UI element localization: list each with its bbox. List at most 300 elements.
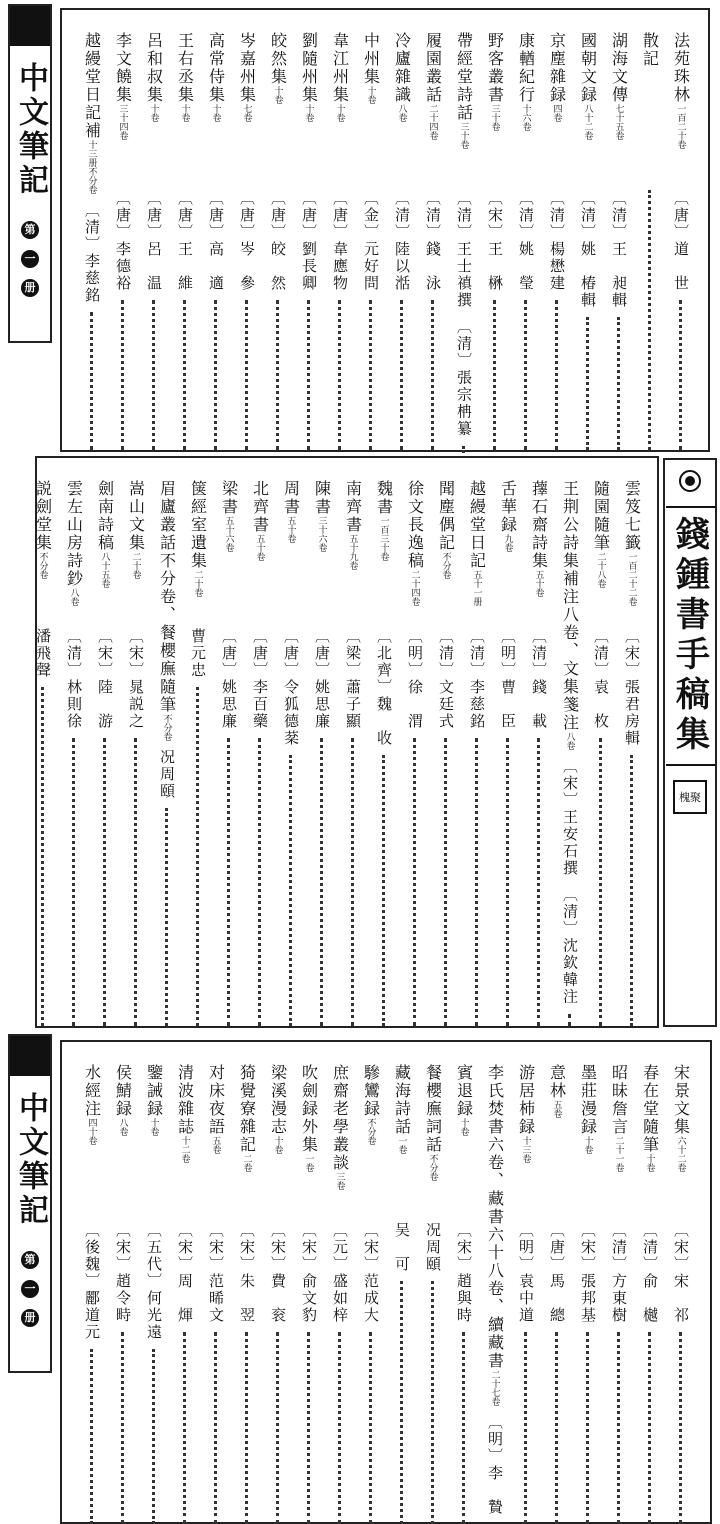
catalog-entry xyxy=(182,480,213,1026)
leader-dots xyxy=(338,1332,341,1524)
volume-count: 五十卷 xyxy=(285,516,296,543)
catalog-entry xyxy=(585,480,616,1026)
entry-title-block xyxy=(115,1064,131,1214)
book-title: 京塵雜録 xyxy=(547,32,567,104)
leader-dots xyxy=(276,300,279,450)
book-title: 雲左山房詩鈔 xyxy=(64,480,84,588)
entry-title-block xyxy=(549,1064,565,1214)
book-title: 南齊書 xyxy=(343,480,363,534)
author: 〔宋〕趙與時 xyxy=(455,1222,473,1324)
page-1 xyxy=(60,8,710,452)
book-title: 湖海文傳 xyxy=(609,32,629,104)
book-title: 庶齋老學叢談 xyxy=(330,1064,350,1172)
leader-dots xyxy=(276,1332,279,1524)
catalog-entry xyxy=(76,1064,107,1524)
entry-title-block xyxy=(146,1064,162,1214)
leader-dots xyxy=(679,300,682,450)
leader-dots xyxy=(462,1332,465,1524)
entry-title-block xyxy=(394,32,410,182)
leader-dots xyxy=(152,1349,155,1524)
catalog-entry xyxy=(324,1064,355,1524)
author: 〔宋〕王安石撰 〔清〕沈欽韓注 xyxy=(561,758,579,1006)
volume-count: 九卷 xyxy=(502,534,513,552)
leader-dots xyxy=(400,1281,403,1524)
leader-dots xyxy=(413,738,416,1026)
collection-title: 錢鍾書手稿集 xyxy=(666,506,715,766)
leader-dots xyxy=(382,755,385,1026)
volume-count: 三十六卷 xyxy=(316,516,327,552)
author: 〔宋〕朱 翌 xyxy=(238,1222,256,1324)
catalog-entry xyxy=(510,1064,541,1524)
book-title: 野客叢書 xyxy=(485,32,505,104)
book-title: 劉隨州集 xyxy=(299,32,319,104)
catalog-entry xyxy=(337,480,368,1026)
book-title: 徐文長逸稿 xyxy=(405,480,425,570)
catalog-entry xyxy=(169,32,200,450)
leader-dots xyxy=(679,1332,682,1524)
leader-dots xyxy=(555,300,558,450)
leader-dots xyxy=(214,300,217,450)
volume-count: 七十五卷 xyxy=(613,104,624,140)
catalog-entry xyxy=(461,480,492,1026)
book-title: 賓退録 xyxy=(454,1064,474,1118)
leader-dots xyxy=(369,300,372,450)
volume-count: 不分卷 xyxy=(427,1154,438,1181)
volume-count: 十二卷 xyxy=(179,1136,190,1163)
volume-count: 五十卷 xyxy=(254,534,265,561)
author: 〔宋〕張邦基 xyxy=(579,1222,597,1324)
author: 〔唐〕呂 温 xyxy=(145,190,163,292)
leader-dots xyxy=(431,1281,434,1524)
book-title: 法苑珠林 xyxy=(671,32,691,104)
catalog-entry xyxy=(355,32,386,450)
volume-count: 十卷 xyxy=(148,104,159,122)
book-title: 雲笈七籤 xyxy=(622,480,642,552)
catalog-entry xyxy=(27,480,58,1026)
entry-title-block xyxy=(345,480,361,620)
book-title: 帶經堂詩話 xyxy=(454,32,474,122)
leader-dots xyxy=(617,1332,620,1524)
volume-count: 十卷 xyxy=(582,1136,593,1154)
entry-title-block xyxy=(301,1064,317,1214)
book-title: 蘀石齋詩集 xyxy=(529,480,549,570)
book-title: 履園叢話 xyxy=(423,32,443,104)
entry-title-block xyxy=(518,32,534,182)
volume-count: 十卷 xyxy=(272,86,283,104)
volume-count: 十六卷 xyxy=(520,104,531,131)
volume-count: 二十一卷 xyxy=(613,1136,624,1172)
book-title: 聞塵偶記 xyxy=(436,480,456,552)
leader-dots xyxy=(586,1332,589,1524)
author: 〔唐〕高 適 xyxy=(207,190,225,292)
volume-count: 五十九卷 xyxy=(347,534,358,570)
entry-title-block xyxy=(239,32,255,182)
entry-list xyxy=(27,480,647,1026)
entry-title-block xyxy=(593,480,609,620)
catalog-entry xyxy=(138,1064,169,1524)
volume-count: 十卷 xyxy=(334,104,345,122)
catalog-entry xyxy=(479,1064,510,1524)
book-title: 意林 xyxy=(547,1064,567,1100)
volume-count: 十卷 xyxy=(210,104,221,122)
author: 〔宋〕趙令畤 xyxy=(114,1222,132,1324)
entry-title-block xyxy=(394,1064,410,1214)
leader-dots xyxy=(524,300,527,450)
volume-count: 二十八卷 xyxy=(595,552,606,588)
book-title: 猗覺寮雜記 xyxy=(237,1064,257,1154)
catalog-entry xyxy=(386,1064,417,1524)
leader-dots xyxy=(165,808,168,1026)
author: 〔元〕盛如梓 xyxy=(331,1222,349,1324)
book-title: 越縵堂日記 xyxy=(467,480,487,570)
catalog-entry xyxy=(510,32,541,450)
volume-count: 一卷 xyxy=(303,1154,314,1172)
catalog-entry xyxy=(324,32,355,450)
author: 〔清〕袁 枚 xyxy=(592,628,610,730)
entry-title-block xyxy=(673,1064,689,1214)
author: 〔唐〕馬 總 xyxy=(548,1222,566,1324)
book-title: 游居杮録 xyxy=(516,1064,536,1136)
entry-title-block xyxy=(239,1064,255,1214)
entry-title-block xyxy=(84,1064,100,1214)
catalog-entry xyxy=(541,1064,572,1524)
label-black-block xyxy=(10,1036,50,1076)
book-title: 高常侍集 xyxy=(206,32,226,104)
volume-count: 一卷 xyxy=(396,1136,407,1154)
catalog-entry xyxy=(213,480,244,1026)
leader-dots xyxy=(121,300,124,450)
volume-count: 八十五卷 xyxy=(99,552,110,588)
catalog-entry xyxy=(107,1064,138,1524)
catalog-entry xyxy=(448,1064,479,1524)
book-title: 中州集 xyxy=(361,32,381,86)
volume-count: 五卷 xyxy=(210,1136,221,1154)
book-title: 冷廬雜識 xyxy=(392,32,412,104)
volume-count: 八十二卷 xyxy=(582,104,593,140)
book-title: 宋景文集 xyxy=(671,1064,691,1136)
author: 〔清〕楊懋建 xyxy=(548,190,566,292)
author: 〔宋〕周 煇 xyxy=(176,1222,194,1324)
catalog-entry xyxy=(200,1064,231,1524)
circle-dot-icon xyxy=(679,470,701,492)
book-title: 散記 xyxy=(640,32,660,68)
leader-dots xyxy=(121,1332,124,1524)
book-title: 陳書 xyxy=(312,480,332,516)
leader-dots xyxy=(431,300,434,450)
entry-title-block xyxy=(270,1064,286,1214)
author: 〔宋〕俞文豹 xyxy=(300,1222,318,1324)
volume-count: 五十一册 xyxy=(471,570,482,606)
author: 〔宋〕范成大 xyxy=(362,1222,380,1324)
leader-dots xyxy=(369,1332,372,1524)
volume-count: 一百三十卷 xyxy=(378,516,389,561)
leader-dots xyxy=(648,1332,651,1524)
author: 〔清〕王 昶輯 xyxy=(610,190,628,309)
leader-dots xyxy=(537,738,540,1026)
entry-title-block xyxy=(642,32,658,182)
entry-title-block xyxy=(283,480,299,620)
volume-number xyxy=(21,1248,39,1330)
volume-count: 五卷 xyxy=(551,1100,562,1118)
volume-count: 十卷 xyxy=(148,1118,159,1136)
entry-title-block xyxy=(146,32,162,182)
book-title: 藏海詩話 xyxy=(392,1064,412,1136)
entry-title-block xyxy=(363,32,379,182)
author: 〔五代〕何光遠 xyxy=(145,1222,163,1341)
volume-count: 七卷 xyxy=(241,104,252,122)
author: 〔唐〕令狐德棻 xyxy=(282,628,300,747)
author: 〔明〕徐 渭 xyxy=(406,628,424,730)
entry-title-block xyxy=(531,480,547,620)
book-title: 王荆公詩集補注八卷、文集箋注 xyxy=(560,480,580,732)
book-title: 李氏焚書六卷、藏書六十八卷、續藏書 xyxy=(485,1064,505,1370)
volume-count: 十卷 xyxy=(644,1154,655,1172)
author: 〔清〕李慈銘 xyxy=(83,202,101,304)
entry-title-block xyxy=(407,480,423,620)
author: 〔唐〕李德裕 xyxy=(114,190,132,292)
book-title: 墨莊漫録 xyxy=(578,1064,598,1136)
entry-title-block xyxy=(252,480,268,620)
book-title: 眉廬叢話不分卷、餐櫻廡隨筆 xyxy=(157,480,177,714)
leader-dots xyxy=(555,1332,558,1524)
book-title: 劍南詩稿 xyxy=(95,480,115,552)
author: 潘飛聲 xyxy=(34,628,52,679)
leader-dots xyxy=(258,738,261,1026)
volume-count: 二十四卷 xyxy=(427,104,438,140)
volume-count: 八卷 xyxy=(564,732,575,750)
volume-count: 十三卷 xyxy=(520,1136,531,1163)
entry-title-block xyxy=(487,32,503,182)
leader-dots xyxy=(444,738,447,1026)
author: 〔清〕錢 泳 xyxy=(424,190,442,292)
author: 〔清〕錢 載 xyxy=(530,628,548,730)
book-title: 國朝文録 xyxy=(578,32,598,104)
catalog-entry xyxy=(417,32,448,450)
volume-count: 五十卷 xyxy=(533,570,544,597)
book-title: 清波雜誌 xyxy=(175,1064,195,1136)
book-title: 鑒誡録 xyxy=(144,1064,164,1118)
entry-title-block xyxy=(425,1064,441,1214)
entry-title-block xyxy=(642,1064,658,1214)
leader-dots xyxy=(493,300,496,450)
author: 〔唐〕劉長卿 xyxy=(300,190,318,292)
book-title: 驂鸞録 xyxy=(361,1064,381,1118)
author: 〔唐〕皎 然 xyxy=(269,190,287,292)
author: 〔宋〕王 楙 xyxy=(486,190,504,292)
book-title: 侯鯖録 xyxy=(113,1064,133,1118)
entry-title-block xyxy=(562,480,578,750)
entry-title-block xyxy=(314,480,330,620)
entry-title-block xyxy=(469,480,485,620)
volume-count: 十卷 xyxy=(365,86,376,104)
leader-dots xyxy=(475,738,478,1026)
catalog-entry xyxy=(479,32,510,450)
catalog-entry xyxy=(417,1064,448,1524)
leader-dots xyxy=(90,1349,93,1524)
catalog-entry xyxy=(634,1064,665,1524)
author: 〔清〕林則徐 xyxy=(65,628,83,730)
book-title: 康輶紀行 xyxy=(516,32,536,104)
vol-prefix: 第 xyxy=(21,221,39,239)
entry-title-block xyxy=(487,1064,503,1406)
entry-title-block xyxy=(673,32,689,182)
catalog-entry xyxy=(554,480,585,1026)
author: 〔清〕姚 椿輯 xyxy=(579,190,597,309)
entry-title-block xyxy=(611,32,627,182)
author: 〔後魏〕酈道元 xyxy=(83,1222,101,1341)
leader-dots xyxy=(196,687,199,1026)
author: 〔清〕陸以湉 xyxy=(393,190,411,292)
collection-title-tab xyxy=(663,458,717,1027)
volume-count: 不分卷 xyxy=(440,552,451,579)
seal-stamp: 槐聚 xyxy=(673,780,707,814)
author: 况周頤 xyxy=(158,749,176,800)
entry-title-block xyxy=(425,32,441,182)
entry-title-block xyxy=(35,480,51,620)
leader-dots xyxy=(183,1332,186,1524)
entry-title-block xyxy=(66,480,82,620)
author: 〔明〕曹 臣 xyxy=(499,628,517,730)
entry-title-block xyxy=(580,32,596,182)
leader-dots xyxy=(320,738,323,1026)
catalog-entry xyxy=(448,32,479,450)
leader-dots xyxy=(289,755,292,1026)
volume-count: 二卷 xyxy=(241,1154,252,1172)
entry-title-block xyxy=(270,32,286,182)
author: 〔唐〕李百藥 xyxy=(251,628,269,730)
catalog-entry xyxy=(368,480,399,1026)
author: 〔唐〕姚思廉 xyxy=(313,628,331,730)
leader-dots xyxy=(630,755,633,1026)
volume-count: 四卷 xyxy=(551,104,562,122)
book-title: 韋江州集 xyxy=(330,32,350,104)
entry-title-block xyxy=(500,480,516,620)
vol-num: 一 xyxy=(21,250,39,268)
catalog-entry xyxy=(169,1064,200,1524)
author: 〔清〕李慈銘 xyxy=(468,628,486,730)
book-title: 水經注 xyxy=(82,1064,102,1118)
author: 〔北齊〕魏 收 xyxy=(375,628,393,747)
catalog-entry xyxy=(603,32,634,450)
catalog-entry xyxy=(151,480,182,1026)
book-title: 王右丞集 xyxy=(175,32,195,104)
vol-suffix: 册 xyxy=(21,1309,39,1327)
leader-dots xyxy=(351,738,354,1026)
volume-count: 不分卷 xyxy=(161,714,172,741)
author: 〔唐〕王 維 xyxy=(176,190,194,292)
leader-dots xyxy=(245,300,248,450)
entry-title-block xyxy=(363,1064,379,1214)
catalog-entry xyxy=(89,480,120,1026)
author: 〔明〕李 贄 xyxy=(486,1414,504,1516)
author: 〔唐〕姚思廉 xyxy=(220,628,238,730)
catalog-entry xyxy=(492,480,523,1026)
entry-title-block xyxy=(208,32,224,182)
author: 〔唐〕韋應物 xyxy=(331,190,349,292)
leader-dots xyxy=(338,300,341,450)
author: 〔清〕文廷式 xyxy=(437,628,455,730)
author: 〔宋〕范晞文 xyxy=(207,1222,225,1324)
leader-dots xyxy=(72,738,75,1026)
author: 〔宋〕晁説之 xyxy=(127,628,145,730)
author: 〔清〕姚 瑩 xyxy=(517,190,535,292)
book-title: 説劍堂集 xyxy=(33,480,53,552)
leader-dots xyxy=(41,687,44,1026)
leader-dots xyxy=(586,317,589,450)
catalog-entry xyxy=(262,32,293,450)
catalog-entry xyxy=(665,1064,696,1524)
volume-count: 十卷 xyxy=(272,1136,283,1154)
catalog-entry xyxy=(430,480,461,1026)
series-label: 中文筆記 xyxy=(13,62,48,198)
book-title: 梁溪漫志 xyxy=(268,1064,288,1136)
volume-count: 不分卷 xyxy=(365,1118,376,1145)
entry-list xyxy=(76,1064,696,1524)
volume-count: 十三册不分卷 xyxy=(86,140,97,194)
book-title: 魏書 xyxy=(374,480,394,516)
author: 〔明〕袁中道 xyxy=(517,1222,535,1324)
catalog-entry xyxy=(293,1064,324,1524)
volume-count: 三十四卷 xyxy=(117,104,128,140)
entry-title-block xyxy=(438,480,454,620)
volume-count: 二十卷 xyxy=(130,552,141,579)
entry-title-block xyxy=(159,480,175,741)
catalog-entry xyxy=(665,32,696,450)
catalog-entry xyxy=(293,32,324,450)
book-title: 皎然集 xyxy=(268,32,288,86)
leader-dots xyxy=(245,1332,248,1524)
volume-count: 二十七卷 xyxy=(489,1370,500,1406)
entry-title-block xyxy=(332,32,348,182)
catalog-entry xyxy=(244,480,275,1026)
author: 〔宋〕費 衮 xyxy=(269,1222,287,1324)
book-title: 吹劍録外集 xyxy=(299,1064,319,1154)
entry-title-block xyxy=(456,32,472,182)
entry-title-block xyxy=(518,1064,534,1214)
leader-dots xyxy=(400,300,403,450)
entry-title-block xyxy=(221,480,237,620)
author: 吴 可 xyxy=(393,1222,411,1273)
entry-title-block xyxy=(190,480,206,620)
catalog-entry xyxy=(399,480,430,1026)
volume-count: 十卷 xyxy=(303,104,314,122)
catalog-entry xyxy=(231,1064,262,1524)
volume-count: 十卷 xyxy=(458,1118,469,1136)
label-black-block xyxy=(10,6,50,46)
volume-count: 十卷 xyxy=(179,104,190,122)
volume-count: 二十卷 xyxy=(192,570,203,597)
leader-dots xyxy=(227,738,230,1026)
entry-title-block xyxy=(115,32,131,182)
leader-dots xyxy=(524,1332,527,1524)
leader-dots xyxy=(152,300,155,450)
leader-dots xyxy=(307,1332,310,1524)
volume-count: 一百二十二卷 xyxy=(626,552,637,606)
author: 〔宋〕陸 游 xyxy=(96,628,114,730)
leader-dots xyxy=(307,300,310,450)
author: 〔梁〕蕭子顯 xyxy=(344,628,362,730)
volume-count: 五十六卷 xyxy=(223,516,234,552)
entry-title-block xyxy=(301,32,317,182)
author: 〔金〕元好問 xyxy=(362,190,380,292)
entry-title-block xyxy=(128,480,144,620)
entry-title-block xyxy=(611,1064,627,1214)
book-title: 北齊書 xyxy=(250,480,270,534)
vol-prefix: 第 xyxy=(21,1251,39,1269)
catalog-entry xyxy=(275,480,306,1026)
book-title: 隨園隨筆 xyxy=(591,480,611,552)
catalog-entry xyxy=(541,32,572,450)
